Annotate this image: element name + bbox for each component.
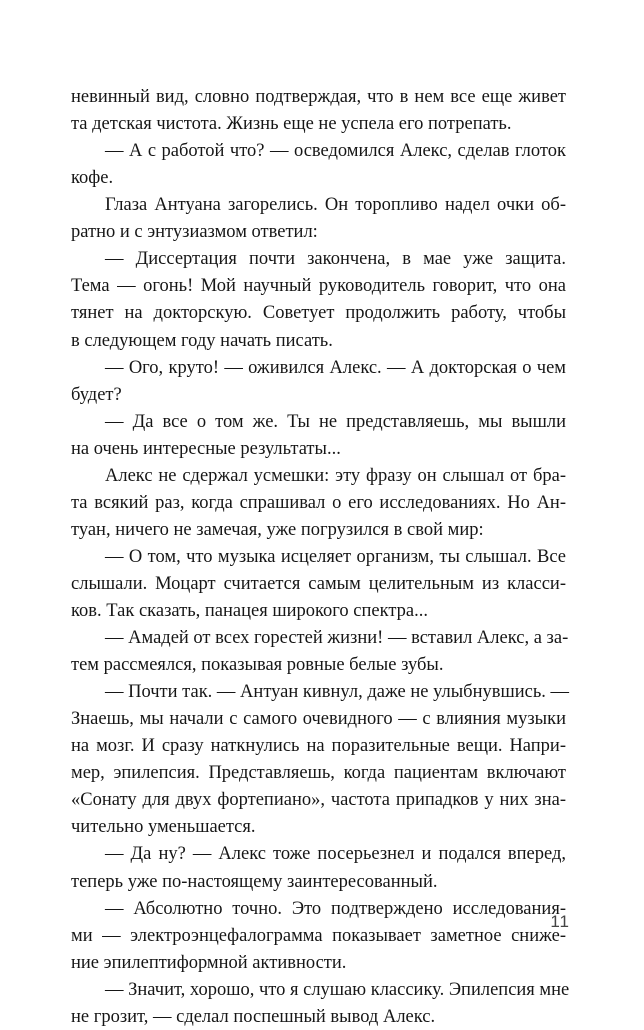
text-line: та детская чистота. Жизнь еще не успела его потрепать.: [71, 114, 512, 134]
text-line: — Значит, хорошо, что я слушаю классику. Эпилепсия мне: [105, 979, 570, 1000]
text-line: — О том, что музыка исцеляет организм, ты слышал. Все: [105, 546, 566, 567]
text-line: — Абсолютно точно. Это подтверждено исследования-: [105, 898, 566, 919]
text-line: в следующем году начать писать.: [71, 330, 333, 351]
text-line: тем рассмеялся, показывая ровные белые зубы.: [71, 655, 444, 676]
text-line: ратно и с энтузиазмом ответил:: [71, 222, 318, 243]
text-line: — А с работой что? — осведомился Алекс, сделав глоток: [105, 141, 566, 162]
text-line: мер, эпилепсия. Представляешь, когда пациентам включают: [71, 763, 566, 784]
text-line: ние эпилептиформной активности.: [71, 952, 347, 973]
text-line: — Почти так. — Антуан кивнул, даже не улыбнувшись. —: [105, 682, 570, 703]
text-line: Глаза Антуана загорелись. Он торопливо надел очки об-: [105, 195, 566, 216]
text-line: — Ого, круто! — оживился Алекс. — А докторская о чем: [105, 357, 566, 378]
text-line: чительно уменьшается.: [71, 817, 256, 838]
text-line: — Амадей от всех горестей жизни! — вставил Алекс, а за-: [105, 628, 569, 648]
text-line: туан, ничего не замечая, уже погрузился в свой мир:: [71, 519, 484, 540]
text-line: та всякий раз, когда спрашивал о его исследованиях. Но Ан-: [71, 492, 566, 513]
text-line: — Да ну? — Алекс тоже посерьезнел и подался вперед,: [105, 844, 566, 865]
text-line: Знаешь, мы начали с самого очевидного — с влияния музыки: [71, 709, 566, 730]
text-line: на мозг. И сразу наткнулись на поразительные вещи. Напри-: [71, 736, 566, 757]
text-line: теперь уже по-настоящему заинтересованный.: [71, 871, 438, 892]
text-line: Тема — огонь! Мой научный руководитель говорит, что она: [71, 276, 566, 297]
text-line: ков. Так сказать, панацея широкого спектра...: [71, 601, 429, 621]
text-line: Алекс не сдержал усмешки: эту фразу он слышал от бра-: [105, 465, 566, 486]
text-line: слышали. Моцарт считается самым целительным из класси-: [71, 573, 566, 594]
text-line: не грозит, — сделал поспешный вывод Алекс.: [71, 1006, 436, 1027]
text-line: ми — электроэнцефалограмма показывает заметное сниже-: [71, 925, 566, 946]
text-line: — Да все о том же. Ты не представляешь, мы вышли: [105, 411, 566, 432]
page-number: 11: [550, 912, 570, 931]
text-line: «Сонату для двух фортепиано», частота припадков у них зна-: [71, 790, 566, 811]
text-line: кофе.: [71, 168, 114, 189]
text-line: на очень интересные результаты...: [71, 438, 341, 459]
text-line: — Диссертация почти закончена, в мае уже защита.: [105, 249, 566, 270]
text-line: невинный вид, словно подтверждая, что в нем все еще живет: [71, 87, 566, 107]
text-line: тянет на докторскую. Советует продолжить работу, чтобы: [71, 303, 566, 324]
text-line: будет?: [71, 384, 122, 405]
